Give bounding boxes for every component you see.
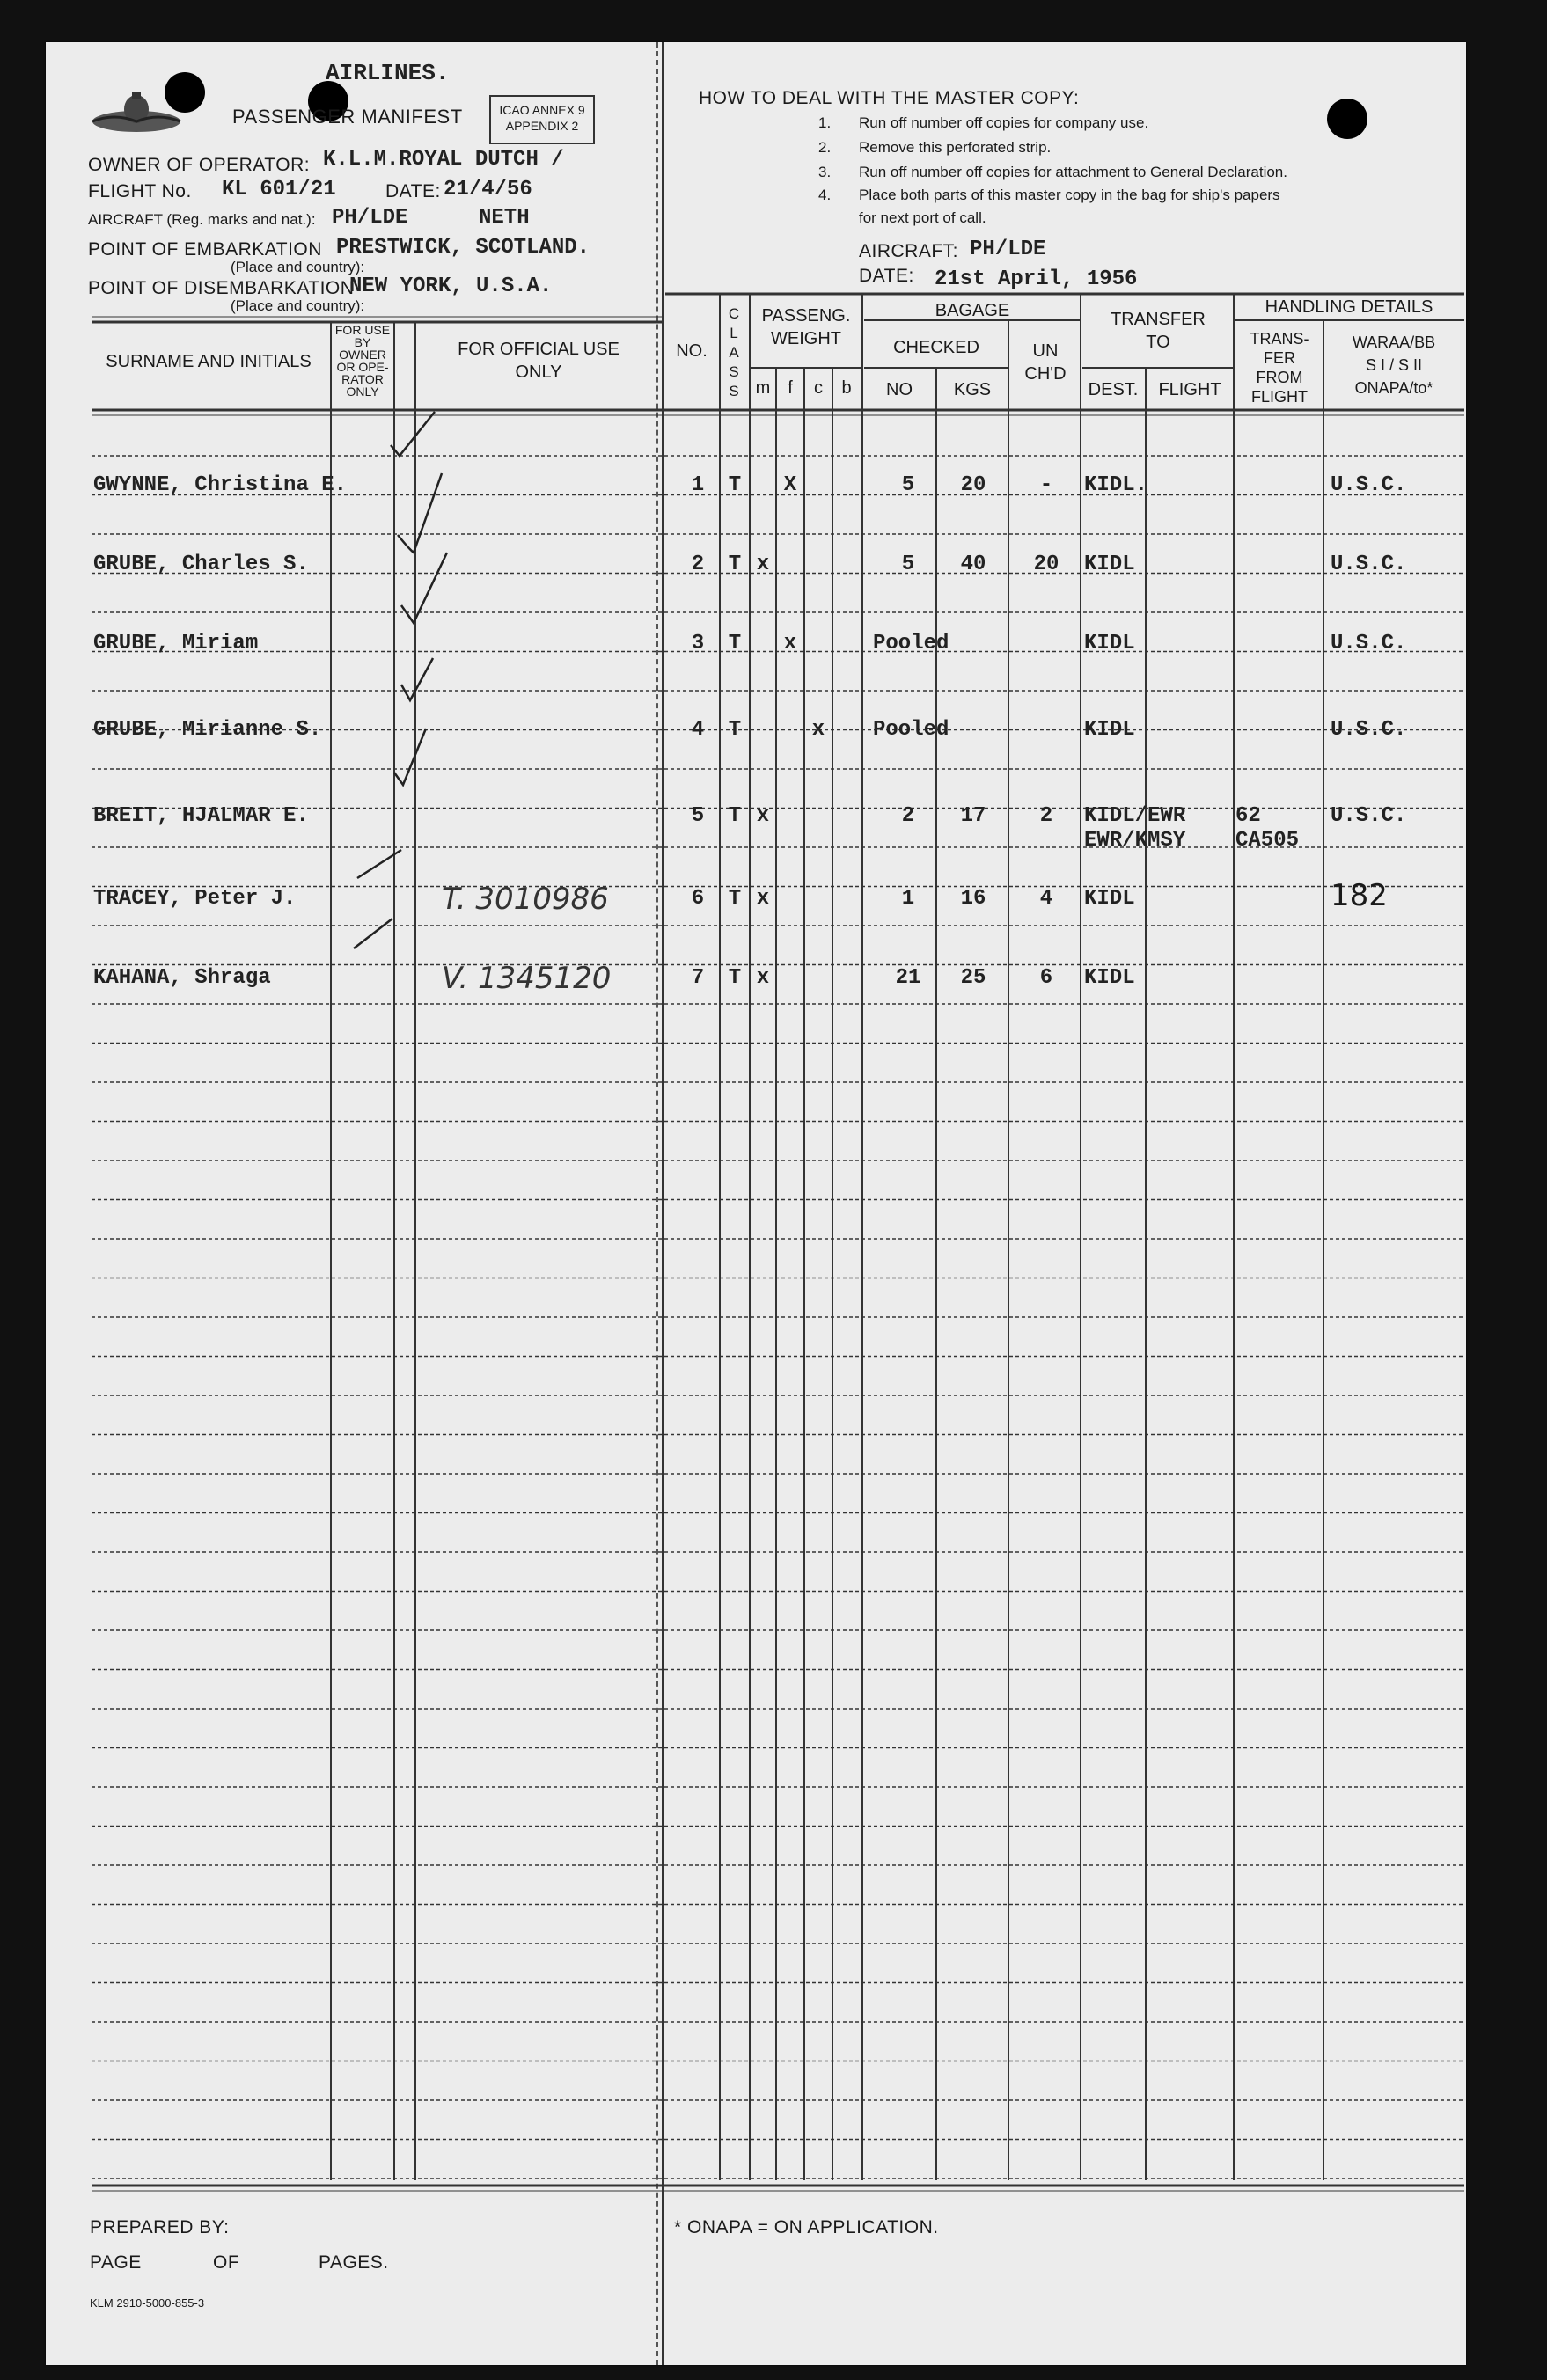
col-transfer-from: TRANS- FER FROM FLIGHT — [1250, 330, 1309, 406]
icao-appendix: APPENDIX 2 — [505, 119, 579, 133]
checkmarks — [46, 42, 662, 1010]
owner-label: OWNER OF OPERATOR: — [88, 155, 311, 175]
bag-kgs: 16 — [960, 887, 986, 911]
handling-detail: U.S.C. — [1331, 553, 1407, 576]
bag-count: 1 — [901, 887, 915, 911]
transfer-dest: KIDL — [1084, 553, 1135, 576]
bag-count: 5 — [901, 553, 915, 576]
disembark-value: NEW YORK, U.S.A. — [349, 275, 553, 298]
passenger-class: T — [728, 553, 742, 576]
col-dest: DEST. — [1088, 380, 1139, 399]
of-label: OF — [213, 2252, 240, 2273]
manifest-title: PASSENGER MANIFEST — [232, 106, 463, 128]
passenger-class: T — [728, 966, 742, 990]
official-number: V. 1345120 — [442, 961, 612, 996]
col-no: NO. — [676, 341, 708, 361]
transfer-dest: KIDL — [1084, 632, 1135, 655]
flight-value: KL 601/21 — [222, 178, 336, 201]
instruction-3-num: 3. — [818, 164, 832, 180]
col-class: C L A S S — [728, 305, 740, 399]
passenger-class: T — [728, 804, 742, 828]
bag-unchecked: 20 — [1033, 553, 1059, 576]
page-label: PAGE — [90, 2252, 142, 2273]
date-value: 21/4/56 — [444, 178, 532, 201]
aircraft-nationality: NETH — [479, 206, 530, 230]
col-transfer: TRANSFER TO — [1111, 310, 1206, 352]
bag-unchecked: 6 — [1039, 966, 1053, 990]
transfer-dest: KIDL. — [1084, 473, 1148, 497]
weight-m: x — [756, 553, 770, 576]
embark-label: POINT OF EMBARKATION — [88, 239, 322, 260]
passenger-class: T — [728, 887, 742, 911]
passenger-no: 1 — [691, 473, 705, 497]
passenger-name: GRUBE, Charles S. — [93, 553, 309, 576]
col-handling: HANDLING DETAILS — [1265, 297, 1433, 317]
col-bagage: BAGAGE — [935, 301, 1010, 320]
date-label: DATE: — [385, 181, 441, 201]
passenger-name: GWYNNE, Christina E. — [93, 473, 348, 497]
bag-unchecked: 2 — [1039, 804, 1053, 828]
instruction-1-num: 1. — [818, 114, 832, 131]
embark-place-note: (Place and country): — [231, 259, 365, 275]
passenger-name: GRUBE, Mirianne S. — [93, 718, 322, 742]
bag-kgs: 40 — [960, 553, 986, 576]
onapa-note: * ONAPA = ON APPLICATION. — [674, 2217, 939, 2237]
instruction-4-cont: for next port of call. — [859, 209, 986, 226]
transfer-dest: KIDL — [1084, 966, 1135, 990]
pages-label: PAGES. — [319, 2252, 389, 2273]
weight-m: x — [756, 966, 770, 990]
col-checked: CHECKED — [893, 338, 979, 357]
instr-aircraft-label: AIRCRAFT: — [859, 241, 959, 261]
instr-date-label: DATE: — [859, 266, 914, 286]
instruction-4: Place both parts of this master copy in the bag for ship's papers — [859, 187, 1280, 203]
instruction-3: Run off number off copies for attachment to General Declaration. — [859, 164, 1287, 180]
weight-m: x — [756, 887, 770, 911]
owner-value: K.L.M.ROYAL DUTCH / — [323, 148, 564, 172]
transfer-dest: KIDL/EWR — [1084, 804, 1186, 828]
instr-aircraft-value: PH/LDE — [970, 238, 1046, 261]
weight-m: x — [756, 804, 770, 828]
bag-kgs: 25 — [960, 966, 986, 990]
instructions-title: HOW TO DEAL WITH THE MASTER COPY: — [699, 88, 1080, 108]
disembark-label: POINT OF DISEMBARKATION — [88, 278, 355, 298]
bag-count: 5 — [901, 473, 915, 497]
instruction-4-num: 4. — [818, 187, 832, 203]
form-number: KLM 2910-5000-855-3 — [90, 2296, 205, 2310]
bag-kgs: 20 — [960, 473, 986, 497]
bag-count: 21 — [895, 966, 921, 990]
handling-detail: U.S.C. — [1331, 473, 1407, 497]
weight-f: x — [783, 632, 797, 655]
bag-count: Pooled — [873, 718, 949, 742]
col-checked-kgs: KGS — [953, 380, 992, 399]
instr-date-value: 21st April, 1956 — [935, 267, 1138, 291]
transfer-dest-second: EWR/KMSY — [1084, 829, 1186, 853]
icao-annex: ICAO ANNEX 9 — [499, 103, 585, 117]
transfer-dest: KIDL — [1084, 718, 1135, 742]
passenger-no: 4 — [691, 718, 705, 742]
bag-unchecked: - — [1039, 473, 1053, 497]
passenger-no: 3 — [691, 632, 705, 655]
handling-detail: 182 — [1331, 878, 1388, 913]
col-owner-use: FOR USE BY OWNER OR OPE- RATOR ONLY — [334, 323, 391, 399]
bag-count: 2 — [901, 804, 915, 828]
transfer-flight-second: CA505 — [1235, 829, 1300, 853]
passenger-class: T — [728, 718, 742, 742]
flight-label: FLIGHT No. — [88, 181, 192, 201]
col-official: FOR OFFICIAL USE ONLY — [458, 340, 620, 382]
disembark-place-note: (Place and country): — [231, 297, 365, 314]
embark-value: PRESTWICK, SCOTLAND. — [336, 236, 590, 260]
bag-kgs: 17 — [960, 804, 986, 828]
transfer-dest: KIDL — [1084, 887, 1135, 911]
passenger-no: 7 — [691, 966, 705, 990]
col-surname: SURNAME AND INITIALS — [106, 352, 312, 371]
passenger-no: 6 — [691, 887, 705, 911]
transfer-flight: 62 — [1235, 804, 1261, 828]
bag-unchecked: 4 — [1039, 887, 1053, 911]
col-weight-c: c — [814, 378, 823, 398]
col-checked-no: NO — [886, 380, 913, 399]
col-unchd: UN CH'D — [1024, 341, 1067, 384]
handling-detail: U.S.C. — [1331, 804, 1407, 828]
aircraft-label: AIRCRAFT (Reg. marks and nat.): — [88, 211, 316, 228]
passenger-class: T — [728, 632, 742, 655]
col-weight-f: f — [788, 378, 793, 398]
handling-detail: U.S.C. — [1331, 718, 1407, 742]
bag-count: Pooled — [873, 632, 949, 655]
handling-detail: U.S.C. — [1331, 632, 1407, 655]
col-passeng-weight: PASSENG. WEIGHT — [761, 306, 851, 348]
passenger-name: KAHANA, Shraga — [93, 966, 271, 990]
col-weight-m: m — [755, 378, 771, 398]
prepared-by-label: PREPARED BY: — [90, 2217, 230, 2237]
col-flight: FLIGHT — [1158, 380, 1221, 399]
passenger-no: 5 — [691, 804, 705, 828]
airline-name: AIRLINES. — [326, 60, 450, 86]
col-waraa: WARAA/BB S I / S II ONAPA/to* — [1352, 333, 1436, 397]
passenger-name: GRUBE, Miriam — [93, 632, 259, 655]
col-weight-b: b — [841, 378, 852, 398]
aircraft-value: PH/LDE — [332, 206, 408, 230]
weight-f: X — [783, 473, 797, 497]
passenger-no: 2 — [691, 553, 705, 576]
passenger-name: BREIT, HJALMAR E. — [93, 804, 309, 828]
passenger-class: T — [728, 473, 742, 497]
passenger-name: TRACEY, Peter J. — [93, 887, 297, 911]
instruction-2: Remove this perforated strip. — [859, 139, 1052, 156]
manifest-page — [46, 42, 1466, 2365]
weight-c: x — [811, 718, 825, 742]
instruction-1: Run off number off copies for company use. — [859, 114, 1149, 131]
official-number: T. 3010986 — [442, 882, 609, 917]
instruction-2-num: 2. — [818, 139, 832, 156]
